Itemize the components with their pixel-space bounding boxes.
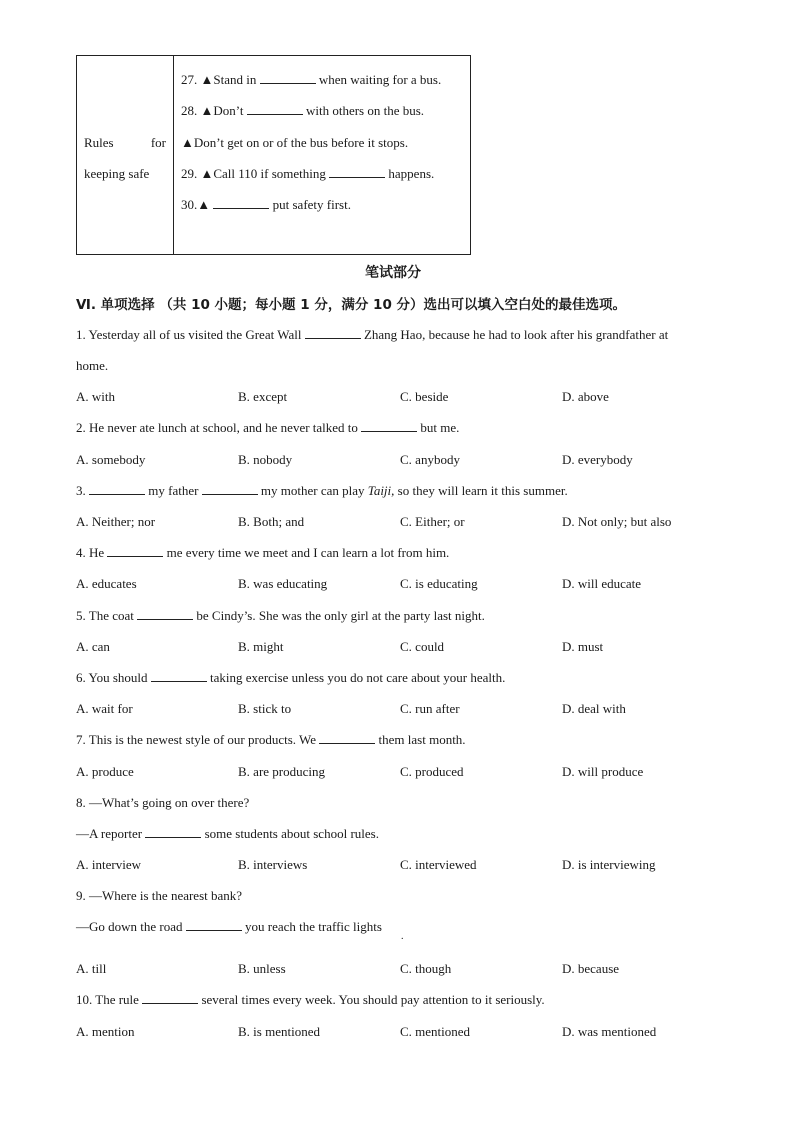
option-b[interactable]: B. is mentioned (238, 1024, 320, 1039)
question-1: 1. Yesterday all of us visited the Great Wall Zhang Hao, because he had to look after his grandfather at (76, 327, 669, 342)
option-c[interactable]: C. mentioned (400, 1024, 471, 1039)
answer-blank[interactable] (145, 836, 201, 838)
option-a[interactable]: A. Neither; nor (76, 514, 156, 529)
option-c[interactable]: C. beside (400, 389, 449, 404)
answer-blank[interactable] (107, 555, 163, 557)
question-6: 6. You should taking exercise unless you do not care about your health. (76, 670, 506, 685)
answer-blank[interactable] (247, 113, 303, 115)
option-b[interactable]: B. unless (238, 961, 286, 976)
option-a[interactable]: A. mention (76, 1024, 135, 1039)
option-d[interactable]: D. above (562, 389, 609, 404)
question-8: 8. —What’s going on over there? (76, 795, 250, 810)
option-b[interactable]: B. nobody (238, 452, 293, 467)
question-7: 7. This is the newest style of our products. We them last month. (76, 732, 466, 747)
rules-label-line2: keeping safe (84, 166, 150, 181)
rules-label-cell (77, 56, 174, 254)
option-c[interactable]: C. produced (400, 764, 464, 779)
answer-blank[interactable] (213, 207, 269, 209)
option-a[interactable]: A. educates (76, 576, 137, 591)
option-b[interactable]: B. was educating (238, 576, 328, 591)
option-b[interactable]: B. are producing (238, 764, 326, 779)
answer-blank[interactable] (89, 493, 145, 495)
option-d[interactable]: D. must (562, 639, 604, 654)
option-c[interactable]: C. Either; or (400, 514, 465, 529)
rule-item: 30.▲ put safety first. (181, 197, 351, 212)
option-a[interactable]: A. can (76, 639, 110, 654)
rule-item: 27. ▲Stand in when waiting for a bus. (181, 72, 442, 87)
question-9: 9. —Where is the nearest bank? (76, 888, 243, 903)
option-c[interactable]: C. could (400, 639, 445, 654)
answer-blank[interactable] (202, 493, 258, 495)
question-10: 10. The rule several times every week. You should pay attention to it seriously. (76, 992, 545, 1007)
option-d[interactable]: D. because (562, 961, 620, 976)
rules-label-word: Rules (84, 135, 114, 150)
option-a[interactable]: A. wait for (76, 701, 133, 716)
rule-item: 28. ▲Don’t with others on the bus. (181, 103, 425, 118)
option-b[interactable]: B. Both; and (238, 514, 305, 529)
option-a[interactable]: A. somebody (76, 452, 146, 467)
question-2: 2. He never ate lunch at school, and he never talked to but me. (76, 420, 460, 435)
answer-blank[interactable] (142, 1002, 198, 1004)
rule-item: 29. ▲Call 110 if something happens. (181, 166, 435, 181)
option-c[interactable]: C. run after (400, 701, 460, 716)
option-d[interactable]: D. will educate (562, 576, 642, 591)
option-c[interactable]: C. interviewed (400, 857, 477, 872)
option-c[interactable]: C. is educating (400, 576, 478, 591)
option-b[interactable]: B. interviews (238, 857, 308, 872)
answer-blank[interactable] (260, 82, 316, 84)
option-b[interactable]: B. might (238, 639, 284, 654)
option-d[interactable]: D. deal with (562, 701, 626, 716)
answer-blank[interactable] (361, 430, 417, 432)
question-3: 3. my father my mother can play Taiji, so they will learn it this summer. (76, 483, 568, 498)
answer-blank[interactable] (319, 742, 375, 744)
option-d[interactable]: D. is interviewing (562, 857, 656, 872)
option-c[interactable]: C. though (400, 961, 452, 976)
option-d[interactable]: D. Not only; but also (562, 514, 672, 529)
option-c[interactable]: C. anybody (400, 452, 460, 467)
option-a[interactable]: A. interview (76, 857, 141, 872)
rules-label-word: for (150, 135, 166, 150)
answer-blank[interactable] (137, 618, 193, 620)
option-b[interactable]: B. stick to (238, 701, 292, 716)
option-a[interactable]: A. till (76, 961, 107, 976)
section-title: 笔试部分 (365, 265, 421, 281)
rules-label-line1 (84, 135, 166, 151)
option-a[interactable]: A. produce (76, 764, 134, 779)
answer-blank[interactable] (151, 680, 207, 682)
answer-blank[interactable] (329, 176, 385, 178)
rule-item: ▲Don’t get on or of the bus before it stops. (181, 135, 409, 150)
question-4: 4. He me every time we meet and I can learn a lot from him. (76, 545, 450, 560)
question-8-response: —A reporter some students about school rules. (76, 826, 379, 841)
question-5: 5. The coat be Cindy’s. She was the only girl at the party last night. (76, 608, 485, 623)
option-a[interactable]: A. with (76, 389, 115, 404)
option-d[interactable]: D. will produce (562, 764, 644, 779)
stray-mark: . (401, 931, 404, 942)
option-d[interactable]: D. was mentioned (562, 1024, 657, 1039)
question-1-continuation: home. (76, 358, 109, 373)
option-b[interactable]: B. except (238, 389, 288, 404)
section-instruction: Ⅵ. 单项选择 （共 10 小题；每小题 1 分，满分 10 分）选出可以填入空白处的最佳选项。 (76, 297, 627, 313)
question-9-response: —Go down the road you reach the traffic lights (76, 919, 382, 934)
answer-blank[interactable] (186, 929, 242, 931)
option-d[interactable]: D. everybody (562, 452, 633, 467)
answer-blank[interactable] (305, 337, 361, 339)
rules-table (76, 55, 471, 255)
